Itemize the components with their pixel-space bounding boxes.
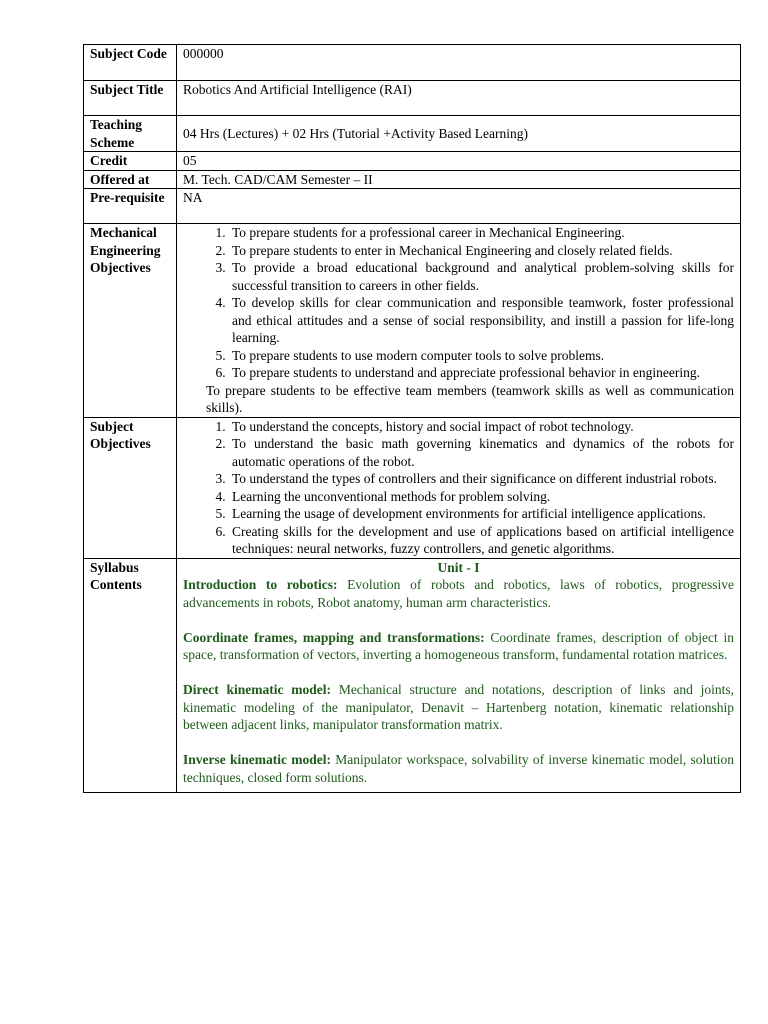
subject-title-label: Subject Title (84, 81, 177, 116)
list-item: 2. To prepare students to enter in Mechanical Engineering and closely related fields. (229, 242, 734, 260)
list-item: 6. To prepare students to understand and appreciate professional behavior in engineering. (229, 364, 734, 382)
row-prerequisite (84, 189, 741, 224)
credit-label: Credit (84, 152, 177, 171)
subject-code-label: Subject Code (84, 45, 177, 81)
prerequisite-label: Pre-requisite (84, 189, 177, 224)
list-item: 2. To understand the basic math governing kinematics and dynamics of the robots for automatic operations of the robot. (229, 435, 734, 470)
topic-title: Coordinate frames, mapping and transformations: (183, 629, 485, 645)
list-item: 5. To prepare students to use modern computer tools to solve problems. (229, 347, 734, 365)
credit-value: 05 (177, 152, 741, 171)
topic-text: Mechanical structure and notations, description of links and joints, kinematic modeling of the manipulator, Denavit – Hartenberg notation, kinematic relationship between adjacent links, manipulator transformation matrix. (183, 682, 734, 732)
list-item: 6. Creating skills for the development and use of applications based on artificial intelligence techniques: neural networks, fuzzy controllers, and genetic algorithms. (229, 523, 734, 558)
topic-text: Evolution of robots and robotics, laws of robotics, progressive advancements in robots, Robot anatomy, human arm characteristics. (183, 577, 734, 610)
list-item: 3. To understand the types of controllers and their significance on different industrial robots. (229, 470, 734, 488)
row-me-objectives (84, 224, 741, 418)
topic-title: Direct kinematic model: (183, 682, 332, 697)
syllabus-topic (183, 576, 734, 611)
subject-objectives-list (183, 418, 734, 558)
list-item: 3. To provide a broad educational background and analytical problem-solving skills for successful transition to careers in other fields. (229, 259, 734, 294)
row-subject-objectives (84, 417, 741, 558)
syllabus-contents-label: Syllabus Contents (84, 558, 177, 793)
syllabus-topic (183, 681, 734, 734)
syllabus-contents-cell (177, 558, 741, 793)
list-item: 1. To prepare students for a professional career in Mechanical Engineering. (229, 224, 734, 242)
subject-objectives-label: Subject Objectives (84, 417, 177, 558)
offered-at-label: Offered at (84, 170, 177, 189)
list-item: 4. Learning the unconventional methods for problem solving. (229, 488, 734, 506)
row-subject-title (84, 81, 741, 116)
syllabus-topic (183, 629, 734, 664)
row-subject-code (84, 45, 741, 81)
row-syllabus-contents (84, 558, 741, 793)
unit-heading: Unit - I (437, 559, 480, 575)
list-item: 4. To develop skills for clear communication and responsible teamwork, foster professional and ethical attitudes and a sense of social responsibility, and instill a passion for life-long learning. (229, 294, 734, 347)
row-offered-at (84, 170, 741, 189)
teaching-scheme-value: 04 Hrs (Lectures) + 02 Hrs (Tutorial +Activity Based Learning) (177, 116, 741, 152)
me-objectives-note: To prepare students to be effective team members (teamwork skills as well as communication skills). (206, 382, 734, 415)
topic-title: Inverse kinematic model: (183, 752, 331, 767)
topic-text: Manipulator workspace, solvability of inverse kinematic model, solution techniques, closed form solutions. (183, 752, 734, 785)
me-objectives-label: Mechanical Engineering Objectives (84, 224, 177, 418)
list-item: 5. Learning the usage of development environments for artificial intelligence applications. (229, 505, 734, 523)
syllabus-table (83, 44, 741, 793)
teaching-scheme-label: Teaching Scheme (84, 116, 177, 152)
topic-title: Introduction to robotics: (183, 577, 338, 592)
me-objectives-list (183, 224, 734, 382)
row-credit (84, 152, 741, 171)
row-teaching-scheme (84, 116, 741, 152)
subject-code-value: 000000 (177, 45, 741, 81)
subject-title-value: Robotics And Artificial Intelligence (RAI) (177, 81, 741, 116)
topic-text: Coordinate frames, description of object in space, transformation of vectors, inverting a homogeneous transform, fundamental rotation matrices. (183, 629, 735, 662)
list-item: 1. To understand the concepts, history and social impact of robot technology. (229, 418, 734, 436)
subject-objectives-cell (177, 417, 741, 558)
offered-at-value: M. Tech. CAD/CAM Semester – II (177, 170, 741, 189)
me-objectives-cell (177, 224, 741, 418)
prerequisite-value: NA (177, 189, 741, 224)
syllabus-topic (183, 751, 734, 786)
